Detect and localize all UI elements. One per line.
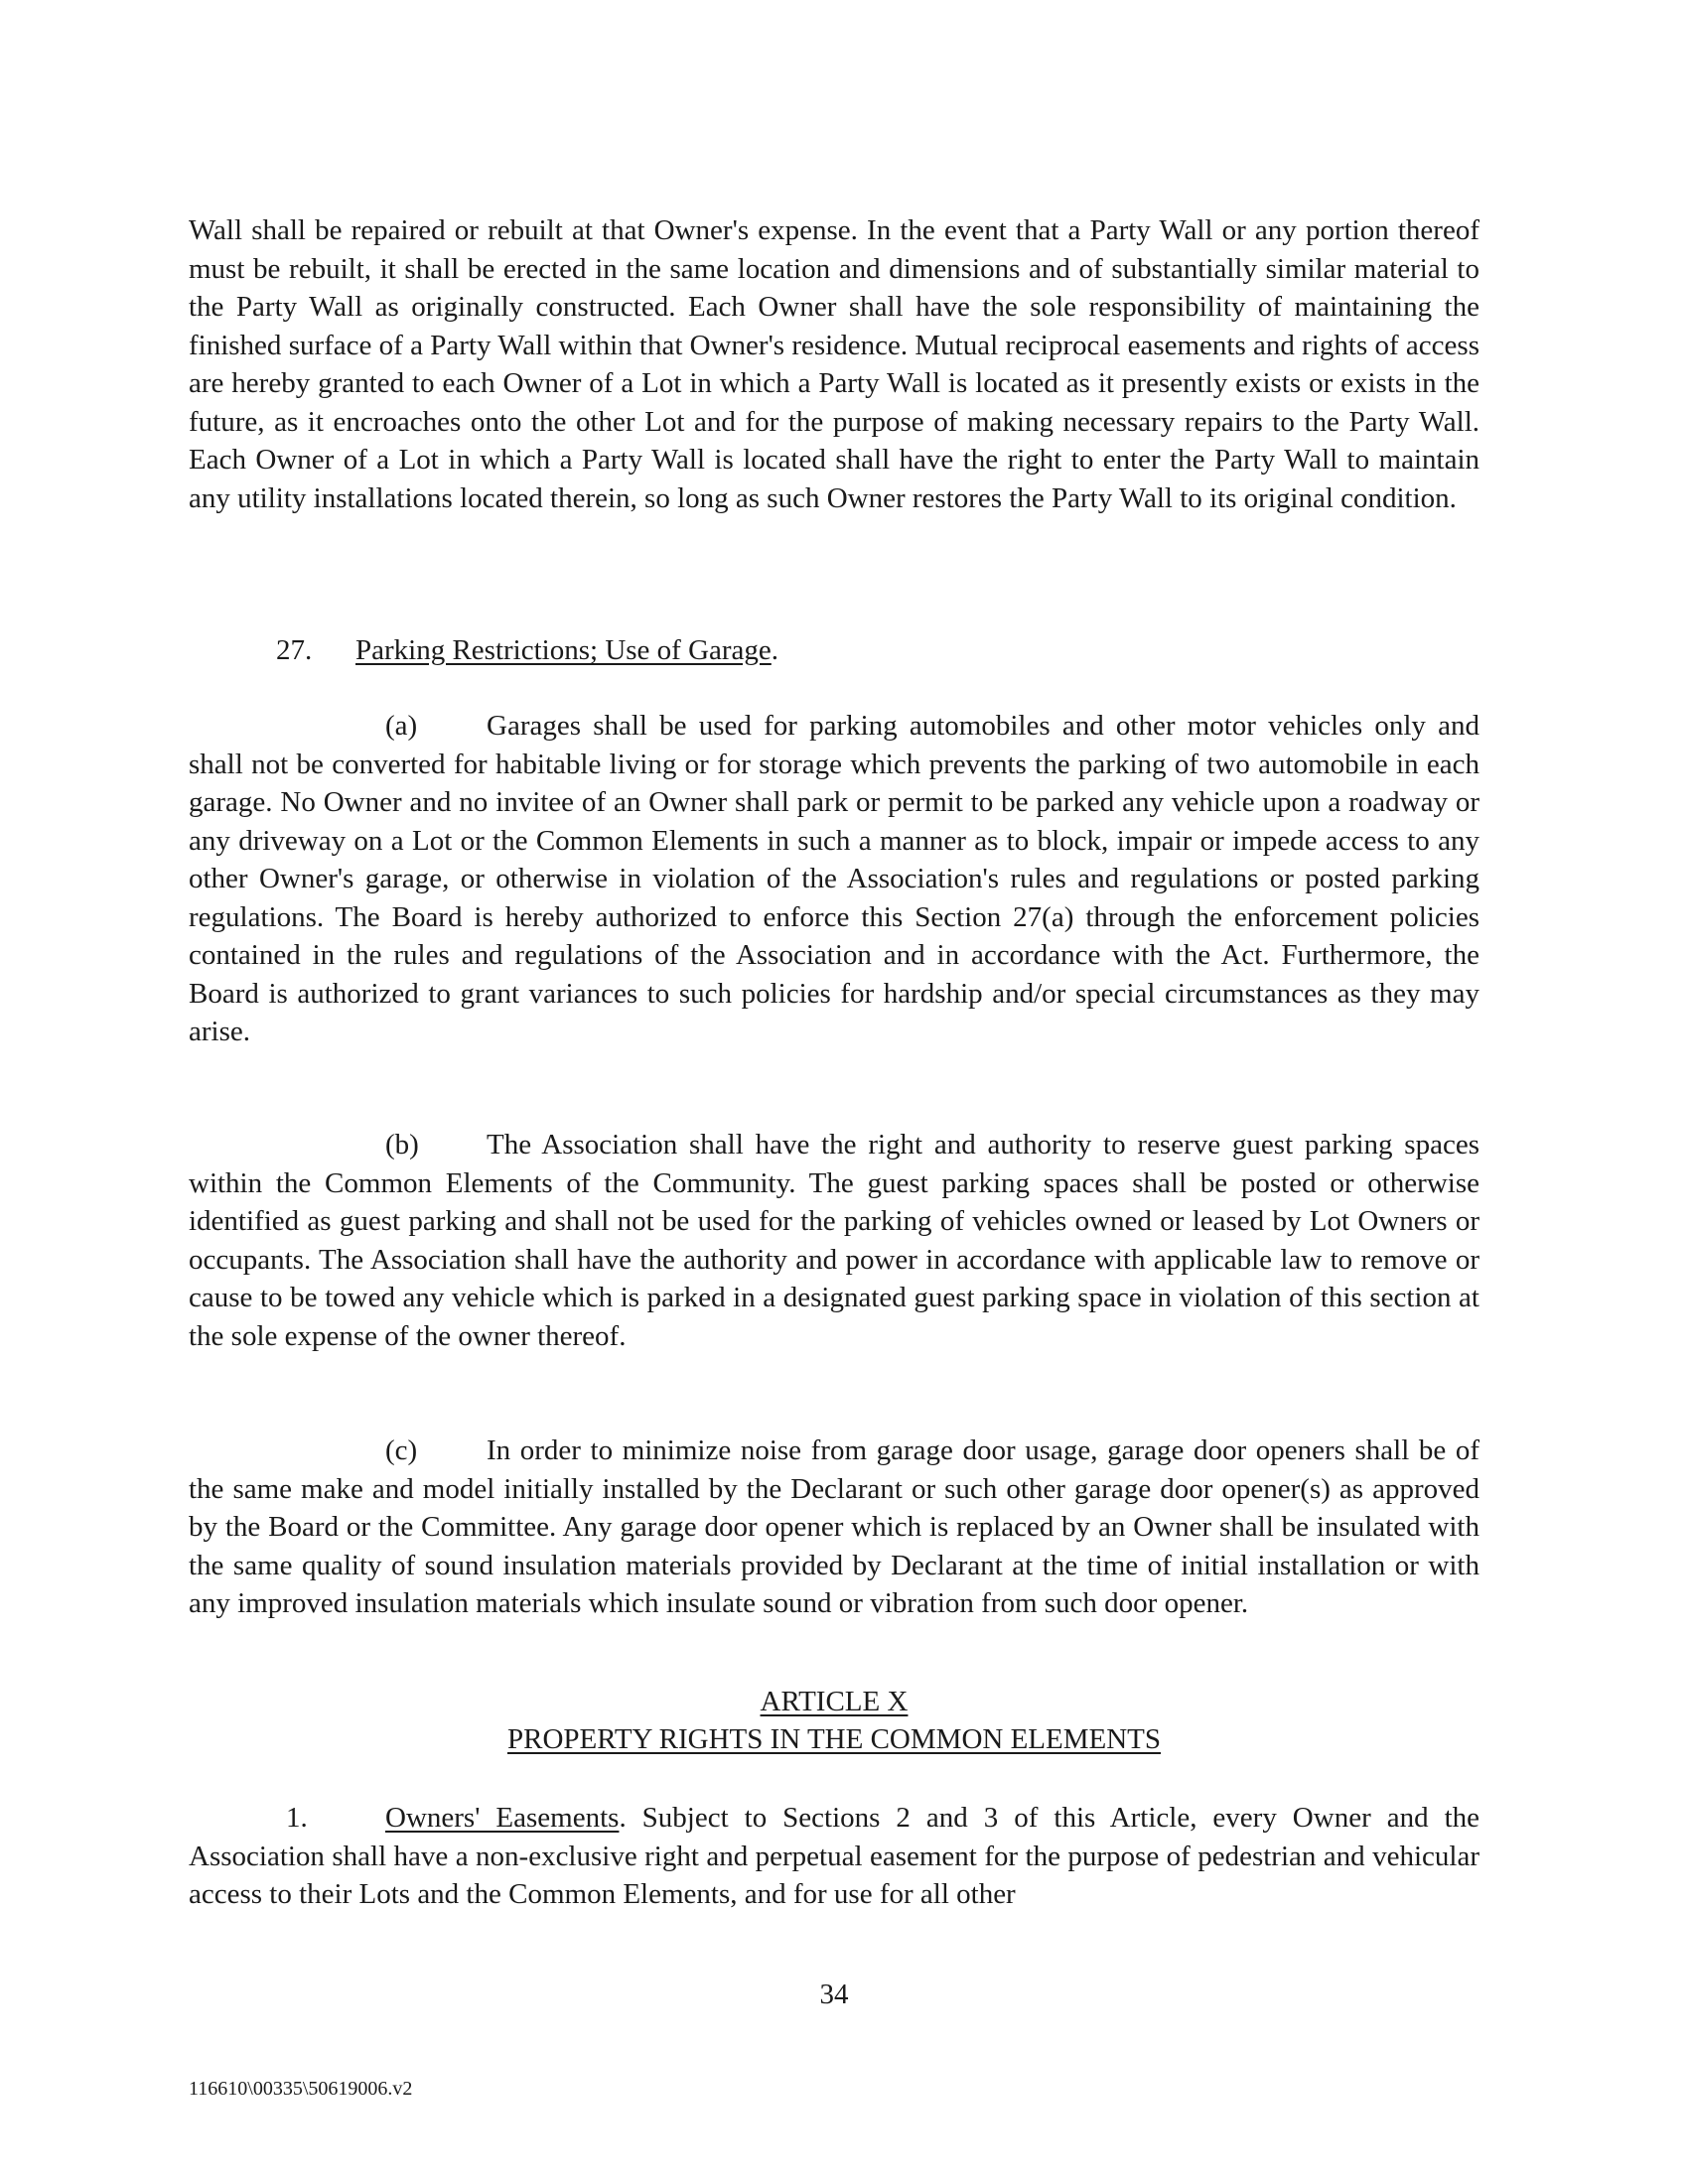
page-number: 34 <box>819 1979 849 2010</box>
article-title: PROPERTY RIGHTS IN THE COMMON ELEMENTS <box>506 1723 1162 1755</box>
section-1 <box>189 1799 1479 1914</box>
continuation-paragraph <box>189 211 1479 517</box>
subsection-b-label: (b) <box>385 1129 419 1160</box>
section-27-number: 27. <box>276 634 313 666</box>
subsection-c-label: (c) <box>385 1434 418 1466</box>
subsection-b <box>189 1126 1479 1355</box>
article-number: ARTICLE X <box>760 1686 909 1717</box>
section-1-text: Subject to Sections 2 and 3 of this Article, every Owner and the Association shall have a non-exclusive right and perpetual easement for the purpose of pedestrian and vehicular access to their Lots and the Common Elements, and for use for all other <box>189 1802 1479 1910</box>
continuation-paragraph-text: Wall shall be repaired or rebuilt at that Owner's expense. In the event that a Party Wall or any portion thereof must be rebuilt, it shall be erected in the same location and dimensions and of substantially similar material to the Party Wall as originally constructed. Each Owner shall have the sole responsibility of maintaining the finished surface of a Party Wall within that Owner's residence. Mutual reciprocal easements and rights of access are hereby granted to each Owner of a Lot in which a Party Wall is located as it presently exists or exists in the future, as it encroaches onto the other Lot and for the purpose of making necessary repairs to the Party Wall. Each Owner of a Lot in which a Party Wall is located shall have the right to enter the Party Wall to maintain any utility installations located therein, so long as such Owner restores the Party Wall to its original condition. <box>189 214 1479 514</box>
section-27-title-end: . <box>771 634 779 666</box>
subsection-c-text: In order to minimize noise from garage door usage, garage door openers shall be of the same make and model initially installed by the Declarant or such other garage door opener(s) as approved by the Board or the Committee. Any garage door opener which is replaced by an Owner shall be insulated with the same quality of sound insulation materials provided by Declarant at the time of initial installation or with any improved insulation materials which insulate sound or vibration from such door opener. <box>189 1434 1479 1619</box>
subsection-b-text: The Association shall have the right and authority to reserve guest parking spaces within the Common Elements of the Community. The guest parking spaces shall be posted or otherwise identified as guest parking and shall not be used for the parking of vehicles owned or leased by Lot Owners or occupants. The Association shall have the authority and power in accordance with applicable law to remove or cause to be towed any vehicle which is parked in a designated guest parking space in violation of this section at the sole expense of the owner thereof. <box>189 1129 1479 1352</box>
subsection-a <box>189 707 1479 1051</box>
subsection-a-text: Garages shall be used for parking automobiles and other motor vehicles only and shall not be converted for habitable living or for storage which prevents the parking of two automobile in each garage. No Owner and no invitee of an Owner shall park or permit to be parked any vehicle upon a roadway or any driveway on a Lot or the Common Elements in such a manner as to block, impair or impede access to any other Owner's garage, or otherwise in violation of the Association's rules and regulations or posted parking regulations. The Board is hereby authorized to enforce this Section 27(a) through the enforcement policies contained in the rules and regulations of the Association and in accordance with the Act. Furthermore, the Board is authorized to grant variances to such policies for hardship and/or special circumstances as they may arise. <box>189 710 1479 1047</box>
subsection-c <box>189 1432 1479 1623</box>
section-27-heading <box>189 631 1479 670</box>
section-27-title: Parking Restrictions; Use of Garage <box>355 634 772 666</box>
subsection-a-label: (a) <box>385 710 418 742</box>
document-id: 116610\00335\50619006.v2 <box>189 2078 413 2100</box>
section-1-title: Owners' Easements <box>385 1802 620 1834</box>
article-heading <box>189 1683 1479 1758</box>
section-1-number: 1. <box>286 1802 308 1834</box>
section-1-title-end: . <box>619 1802 627 1834</box>
